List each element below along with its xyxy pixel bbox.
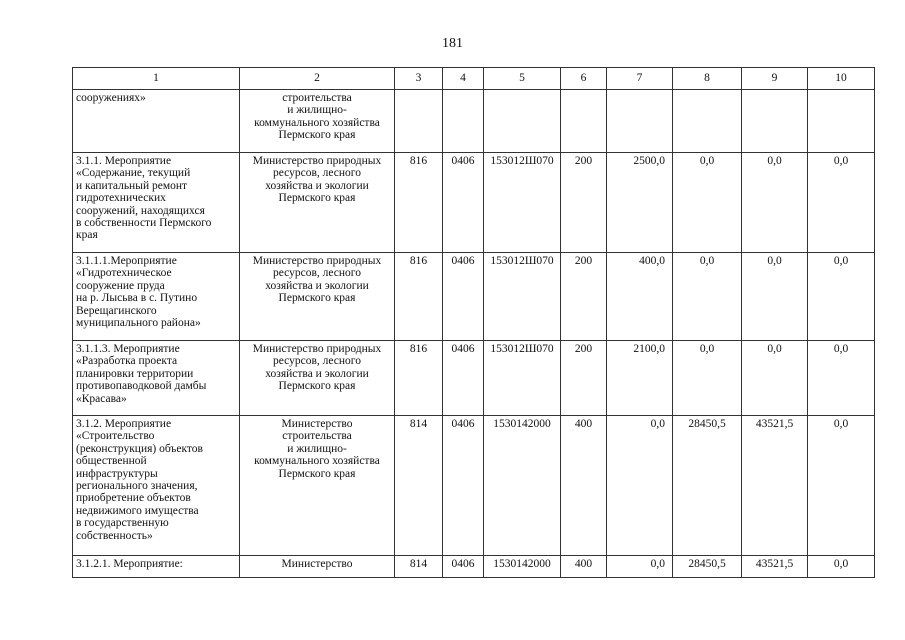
column-number: 9 bbox=[742, 68, 808, 90]
ministry-cell: Министерство строительства и жилищно- коммунального хозяйства Пермского края bbox=[240, 416, 395, 556]
column-number: 6 bbox=[561, 68, 607, 90]
ministry-cell: Министерство природных ресурсов, лесного хозяйства и экологии Пермского края bbox=[240, 253, 395, 341]
section-code-cell: 0406 bbox=[443, 556, 484, 578]
section-code-cell: 0406 bbox=[443, 416, 484, 556]
ministry-cell: строительства и жилищно- коммунального хозяйства Пермского края bbox=[240, 90, 395, 153]
amount-2019-cell: 43521,5 bbox=[742, 416, 808, 556]
ministry-cell: Министерство природных ресурсов, лесного хозяйства и экологии Пермского края bbox=[240, 153, 395, 253]
expense-type-cell: 200 bbox=[561, 341, 607, 416]
amount-2019-cell: 43521,5 bbox=[742, 556, 808, 578]
ministry-code-cell: 814 bbox=[395, 556, 443, 578]
section-code-cell: 0406 bbox=[443, 253, 484, 341]
column-number: 3 bbox=[395, 68, 443, 90]
amount-2017-cell: 2100,0 bbox=[607, 341, 673, 416]
table-row bbox=[73, 556, 875, 578]
amount-2017-cell: 400,0 bbox=[607, 253, 673, 341]
activity-name-cell: сооружениях» bbox=[73, 90, 240, 153]
amount-2017-cell: 0,0 bbox=[607, 556, 673, 578]
ministry-code-cell bbox=[395, 90, 443, 153]
amount-2020-cell: 0,0 bbox=[808, 341, 875, 416]
ministry-code-cell: 816 bbox=[395, 341, 443, 416]
amount-2018-cell: 0,0 bbox=[673, 341, 742, 416]
table-row bbox=[73, 153, 875, 253]
amount-2020-cell: 0,0 bbox=[808, 253, 875, 341]
column-number: 1 bbox=[73, 68, 240, 90]
table-header-row bbox=[73, 68, 875, 90]
activity-name-cell: 3.1.1.1.Мероприятие «Гидротехническое сооружение пруда на р. Лысьва в с. Путино Верещагинского муниципального района» bbox=[73, 253, 240, 341]
target-article-cell bbox=[484, 90, 561, 153]
amount-2020-cell: 0,0 bbox=[808, 556, 875, 578]
amount-2018-cell: 28450,5 bbox=[673, 416, 742, 556]
target-article-cell: 1530142000 bbox=[484, 556, 561, 578]
expense-type-cell bbox=[561, 90, 607, 153]
activity-name-cell: 3.1.1.3. Мероприятие «Разработка проекта планировки территории противопаводковой дамбы «Красава» bbox=[73, 341, 240, 416]
table-row bbox=[73, 416, 875, 556]
amount-2017-cell bbox=[607, 90, 673, 153]
column-number: 4 bbox=[443, 68, 484, 90]
expense-type-cell: 200 bbox=[561, 253, 607, 341]
amount-2018-cell: 28450,5 bbox=[673, 556, 742, 578]
section-code-cell bbox=[443, 90, 484, 153]
budget-table bbox=[72, 67, 875, 578]
amount-2017-cell: 2500,0 bbox=[607, 153, 673, 253]
table-body bbox=[73, 90, 875, 578]
amount-2018-cell bbox=[673, 90, 742, 153]
page-number: 181 bbox=[442, 36, 463, 51]
column-number: 7 bbox=[607, 68, 673, 90]
ministry-cell: Министерство природных ресурсов, лесного хозяйства и экологии Пермского края bbox=[240, 341, 395, 416]
activity-name-cell: 3.1.2.1. Мероприятие: bbox=[73, 556, 240, 578]
amount-2020-cell: 0,0 bbox=[808, 416, 875, 556]
target-article-cell: 153012Ш070 bbox=[484, 253, 561, 341]
column-number: 2 bbox=[240, 68, 395, 90]
target-article-cell: 153012Ш070 bbox=[484, 341, 561, 416]
table-row bbox=[73, 90, 875, 153]
amount-2017-cell: 0,0 bbox=[607, 416, 673, 556]
amount-2019-cell bbox=[742, 90, 808, 153]
amount-2019-cell: 0,0 bbox=[742, 153, 808, 253]
target-article-cell: 1530142000 bbox=[484, 416, 561, 556]
activity-name-cell: 3.1.2. Мероприятие «Строительство (реконструкция) объектов общественной инфраструктуры регионального значения, приобретение объектов недвижимого имущества в государственную собственность» bbox=[73, 416, 240, 556]
column-number: 10 bbox=[808, 68, 875, 90]
column-number: 8 bbox=[673, 68, 742, 90]
expense-type-cell: 400 bbox=[561, 556, 607, 578]
expense-type-cell: 400 bbox=[561, 416, 607, 556]
amount-2019-cell: 0,0 bbox=[742, 253, 808, 341]
amount-2020-cell: 0,0 bbox=[808, 153, 875, 253]
target-article-cell: 153012Ш070 bbox=[484, 153, 561, 253]
section-code-cell: 0406 bbox=[443, 341, 484, 416]
amount-2020-cell bbox=[808, 90, 875, 153]
table-row bbox=[73, 341, 875, 416]
ministry-cell: Министерство bbox=[240, 556, 395, 578]
amount-2018-cell: 0,0 bbox=[673, 153, 742, 253]
expense-type-cell: 200 bbox=[561, 153, 607, 253]
section-code-cell: 0406 bbox=[443, 153, 484, 253]
activity-name-cell: 3.1.1. Мероприятие «Содержание, текущий и капитальный ремонт гидротехнических сооружений, находящихся в собственности Пермского края bbox=[73, 153, 240, 253]
ministry-code-cell: 816 bbox=[395, 153, 443, 253]
amount-2019-cell: 0,0 bbox=[742, 341, 808, 416]
amount-2018-cell: 0,0 bbox=[673, 253, 742, 341]
column-number: 5 bbox=[484, 68, 561, 90]
table-row bbox=[73, 253, 875, 341]
ministry-code-cell: 814 bbox=[395, 416, 443, 556]
ministry-code-cell: 816 bbox=[395, 253, 443, 341]
